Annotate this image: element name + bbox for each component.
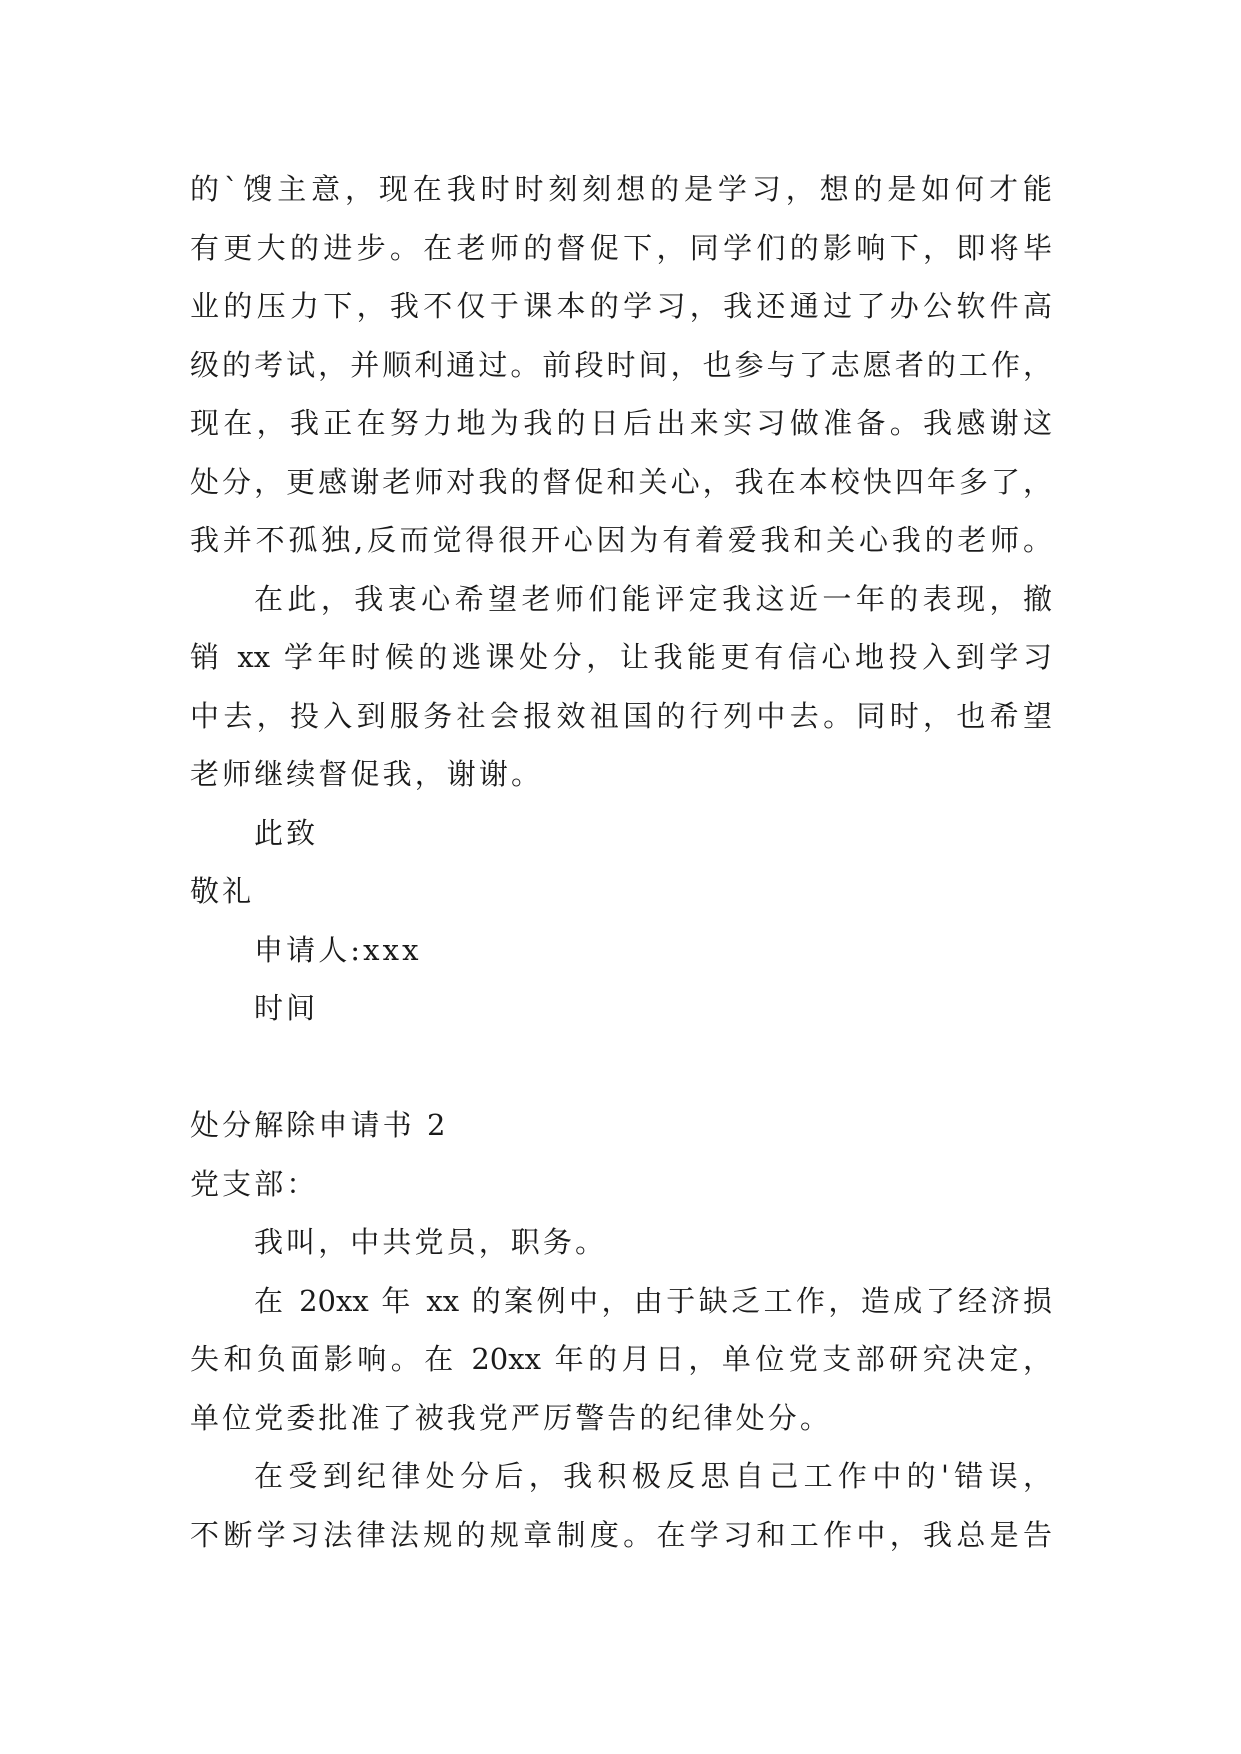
text-line: 在受到纪律处分后，我积极反思自己工作中的'错误，	[254, 1459, 1052, 1493]
blank-line	[190, 1038, 1052, 1097]
section-title: 处分解除申请书 2	[190, 1108, 449, 1142]
document-body	[190, 160, 1052, 1564]
text-line: 我叫，中共党员，职务。	[254, 1225, 608, 1259]
text-line: 的`馊主意，现在我时时刻刻想的是学习，想的是如何才能	[190, 172, 1052, 206]
text-line: 不断学习法律法规的规章制度。在学习和工作中，我总是告	[190, 1517, 1052, 1552]
closing-salutation: 此致	[254, 815, 319, 850]
text-line: 我并不孤独,反而觉得很开心因为有着爱我和关心我的老师。	[190, 523, 1052, 557]
closing-regards: 敬礼	[190, 874, 255, 908]
text-line: 在 20xx 年 xx 的案例中，由于缺乏工作，造成了经济损	[254, 1283, 1052, 1318]
text-line: 中去，投入到服务社会报效祖国的行列中去。同时，也希望	[190, 698, 1052, 733]
text-line: 老师继续督促我，谢谢。	[190, 757, 544, 791]
text-line: 级的考试，并顺利通过。前段时间，也参与了志愿者的工作，	[190, 347, 1052, 382]
text-line: 在此，我衷心希望老师们能评定我这近一年的表现，撤	[254, 581, 1052, 616]
text-line: 业的压力下，我不仅于课本的学习，我还通过了办公软件高	[190, 289, 1052, 323]
text-line: 现在，我正在努力地为我的日后出来实习做准备。我感谢这	[190, 406, 1052, 440]
date-line: 时间	[254, 991, 319, 1025]
applicant-signature: 申请人:xxx	[254, 932, 422, 967]
addressee: 党支部：	[190, 1166, 319, 1201]
text-line: 销 xx 学年时候的逃课处分，让我能更有信心地投入到学习	[190, 640, 1052, 674]
text-line: 有更大的进步。在老师的督促下，同学们的影响下，即将毕	[190, 230, 1052, 265]
text-line: 单位党委批准了被我党严厉警告的纪律处分。	[190, 1400, 833, 1435]
text-line: 失和负面影响。在 20xx 年的月日，单位党支部研究决定，	[190, 1342, 1052, 1376]
text-line: 处分，更感谢老师对我的督促和关心，我在本校快四年多了，	[190, 464, 1052, 499]
